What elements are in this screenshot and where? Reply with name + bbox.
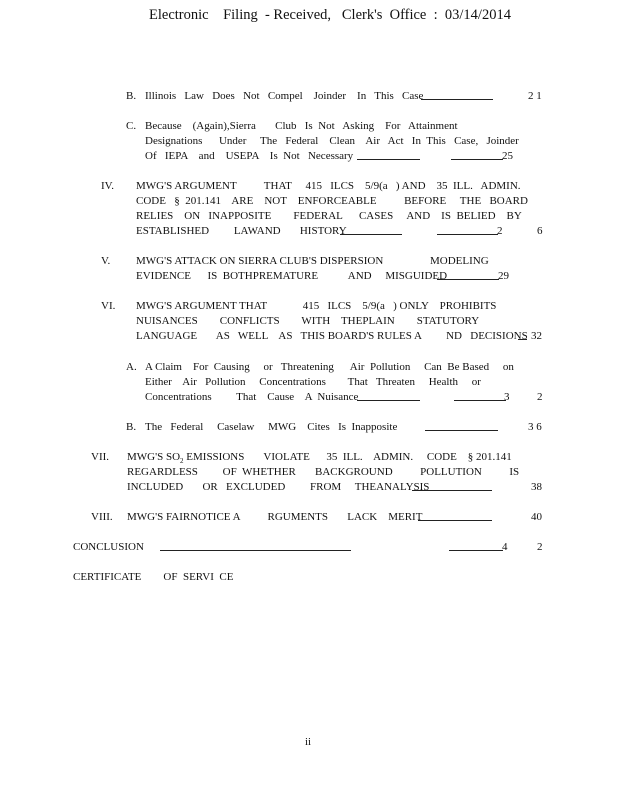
- toc-page: 2: [497, 225, 503, 237]
- toc-numeral: VI.: [101, 300, 116, 312]
- toc-title-part: MWG'S SO: [127, 451, 181, 463]
- leader-line: [357, 400, 420, 401]
- toc-title: MWG'S FAIRNOTICE A RGUMENTS LACK MERIT: [127, 511, 423, 523]
- toc-title-line: RELIES ON INAPPOSITE FEDERAL CASES AND IS BELIED BY: [136, 210, 522, 222]
- toc-title-line: Of IEPA and USEPA Is Not Necessary: [145, 150, 354, 162]
- toc-page: 6: [537, 225, 543, 237]
- toc-page: 29: [498, 270, 509, 282]
- subscript: 2: [180, 457, 184, 465]
- leader-line: [449, 550, 503, 551]
- toc-title-line: EVIDENCE IS BOTHPREMATURE AND MISGUIDED: [136, 270, 448, 282]
- toc-title-line: Because (Again),Sierra Club Is Not Asking For Attainment: [145, 120, 458, 132]
- leader-line: [425, 430, 498, 431]
- leader-line: [437, 279, 499, 280]
- toc-title-line: REGARDLESS OF WHETHER BACKGROUND POLLUTION IS: [127, 466, 520, 478]
- leader-line: [454, 400, 506, 401]
- toc-title-line: CODE § 201.141 ARE NOT ENFORCEABLE BEFORE THE BOARD: [136, 195, 528, 207]
- toc-page: 2: [537, 541, 543, 553]
- toc-numeral: V.: [101, 255, 111, 267]
- toc-page: 4: [502, 541, 508, 553]
- leader-line: [518, 339, 527, 340]
- toc-page: 3: [504, 391, 510, 403]
- toc-title-line: Concentrations That Cause A Nuisance: [145, 391, 359, 403]
- toc-title-line: Either Air Pollution Concentrations That Threaten Health or: [145, 376, 481, 388]
- toc-label: C.: [126, 120, 137, 132]
- toc-title: CONCLUSION: [73, 541, 144, 553]
- toc-title-line: MWG'S ARGUMENT THAT 415 ILCS 5/9(a ) AND 35 ILL. ADMIN.: [136, 180, 521, 192]
- page-number: ii: [305, 736, 312, 748]
- toc-label: A.: [126, 361, 137, 373]
- toc-title: CERTIFICATE OF SERVI CE: [73, 571, 234, 583]
- leader-line: [418, 520, 492, 521]
- toc-title-line: LANGUAGE AS WELL AS THIS BOARD'S RULES A ND DECISIONS: [136, 330, 528, 342]
- toc-label: B.: [126, 90, 137, 102]
- toc-title-line: [127, 450, 512, 466]
- toc-title-line: ESTABLISHED LAWAND HISTORY: [136, 225, 347, 237]
- toc-title: The Federal Caselaw MWG Cites Is Inapposite: [145, 421, 398, 433]
- toc-page: 32: [531, 330, 542, 342]
- leader-line: [357, 159, 420, 160]
- toc-title-line: NUISANCES CONFLICTS WITH THEPLAIN STATUTORY: [136, 315, 480, 327]
- toc-title-line: INCLUDED OR EXCLUDED FROM THEANALYSIS: [127, 481, 430, 493]
- toc-title-line: A Claim For Causing or Threatening Air Pollution Can Be Based on: [145, 361, 514, 373]
- filing-header: Electronic Filing - Received, Clerk's Office : 03/14/2014: [149, 7, 511, 23]
- toc-page: 3 6: [528, 421, 542, 433]
- toc-page: 2 1: [528, 90, 542, 102]
- toc-title-line: MWG'S ARGUMENT THAT 415 ILCS 5/9(a ) ONLY PROHIBITS: [136, 300, 497, 312]
- toc-numeral: VII.: [91, 451, 110, 463]
- leader-line: [437, 234, 498, 235]
- toc-page: 2: [537, 391, 543, 403]
- leader-line: [160, 550, 351, 551]
- toc-label: B.: [126, 421, 137, 433]
- leader-line: [421, 99, 493, 100]
- toc-page: 25: [502, 150, 513, 162]
- toc-title: Illinois Law Does Not Compel Joinder In This Case: [145, 90, 424, 102]
- leader-line: [340, 234, 402, 235]
- leader-line: [451, 159, 503, 160]
- toc-title-line: MWG'S ATTACK ON SIERRA CLUB'S DISPERSION MODELING: [136, 255, 489, 267]
- toc-page: 40: [531, 511, 542, 523]
- leader-line: [412, 490, 492, 491]
- toc-title-part: EMISSIONS VIOLATE 35 ILL. ADMIN. CODE § 201.141: [183, 451, 512, 463]
- toc-page: 38: [531, 481, 542, 493]
- toc-numeral: VIII.: [91, 511, 113, 523]
- toc-title-line: Designations Under The Federal Clean Air Act In This Case, Joinder: [145, 135, 519, 147]
- toc-numeral: IV.: [101, 180, 114, 192]
